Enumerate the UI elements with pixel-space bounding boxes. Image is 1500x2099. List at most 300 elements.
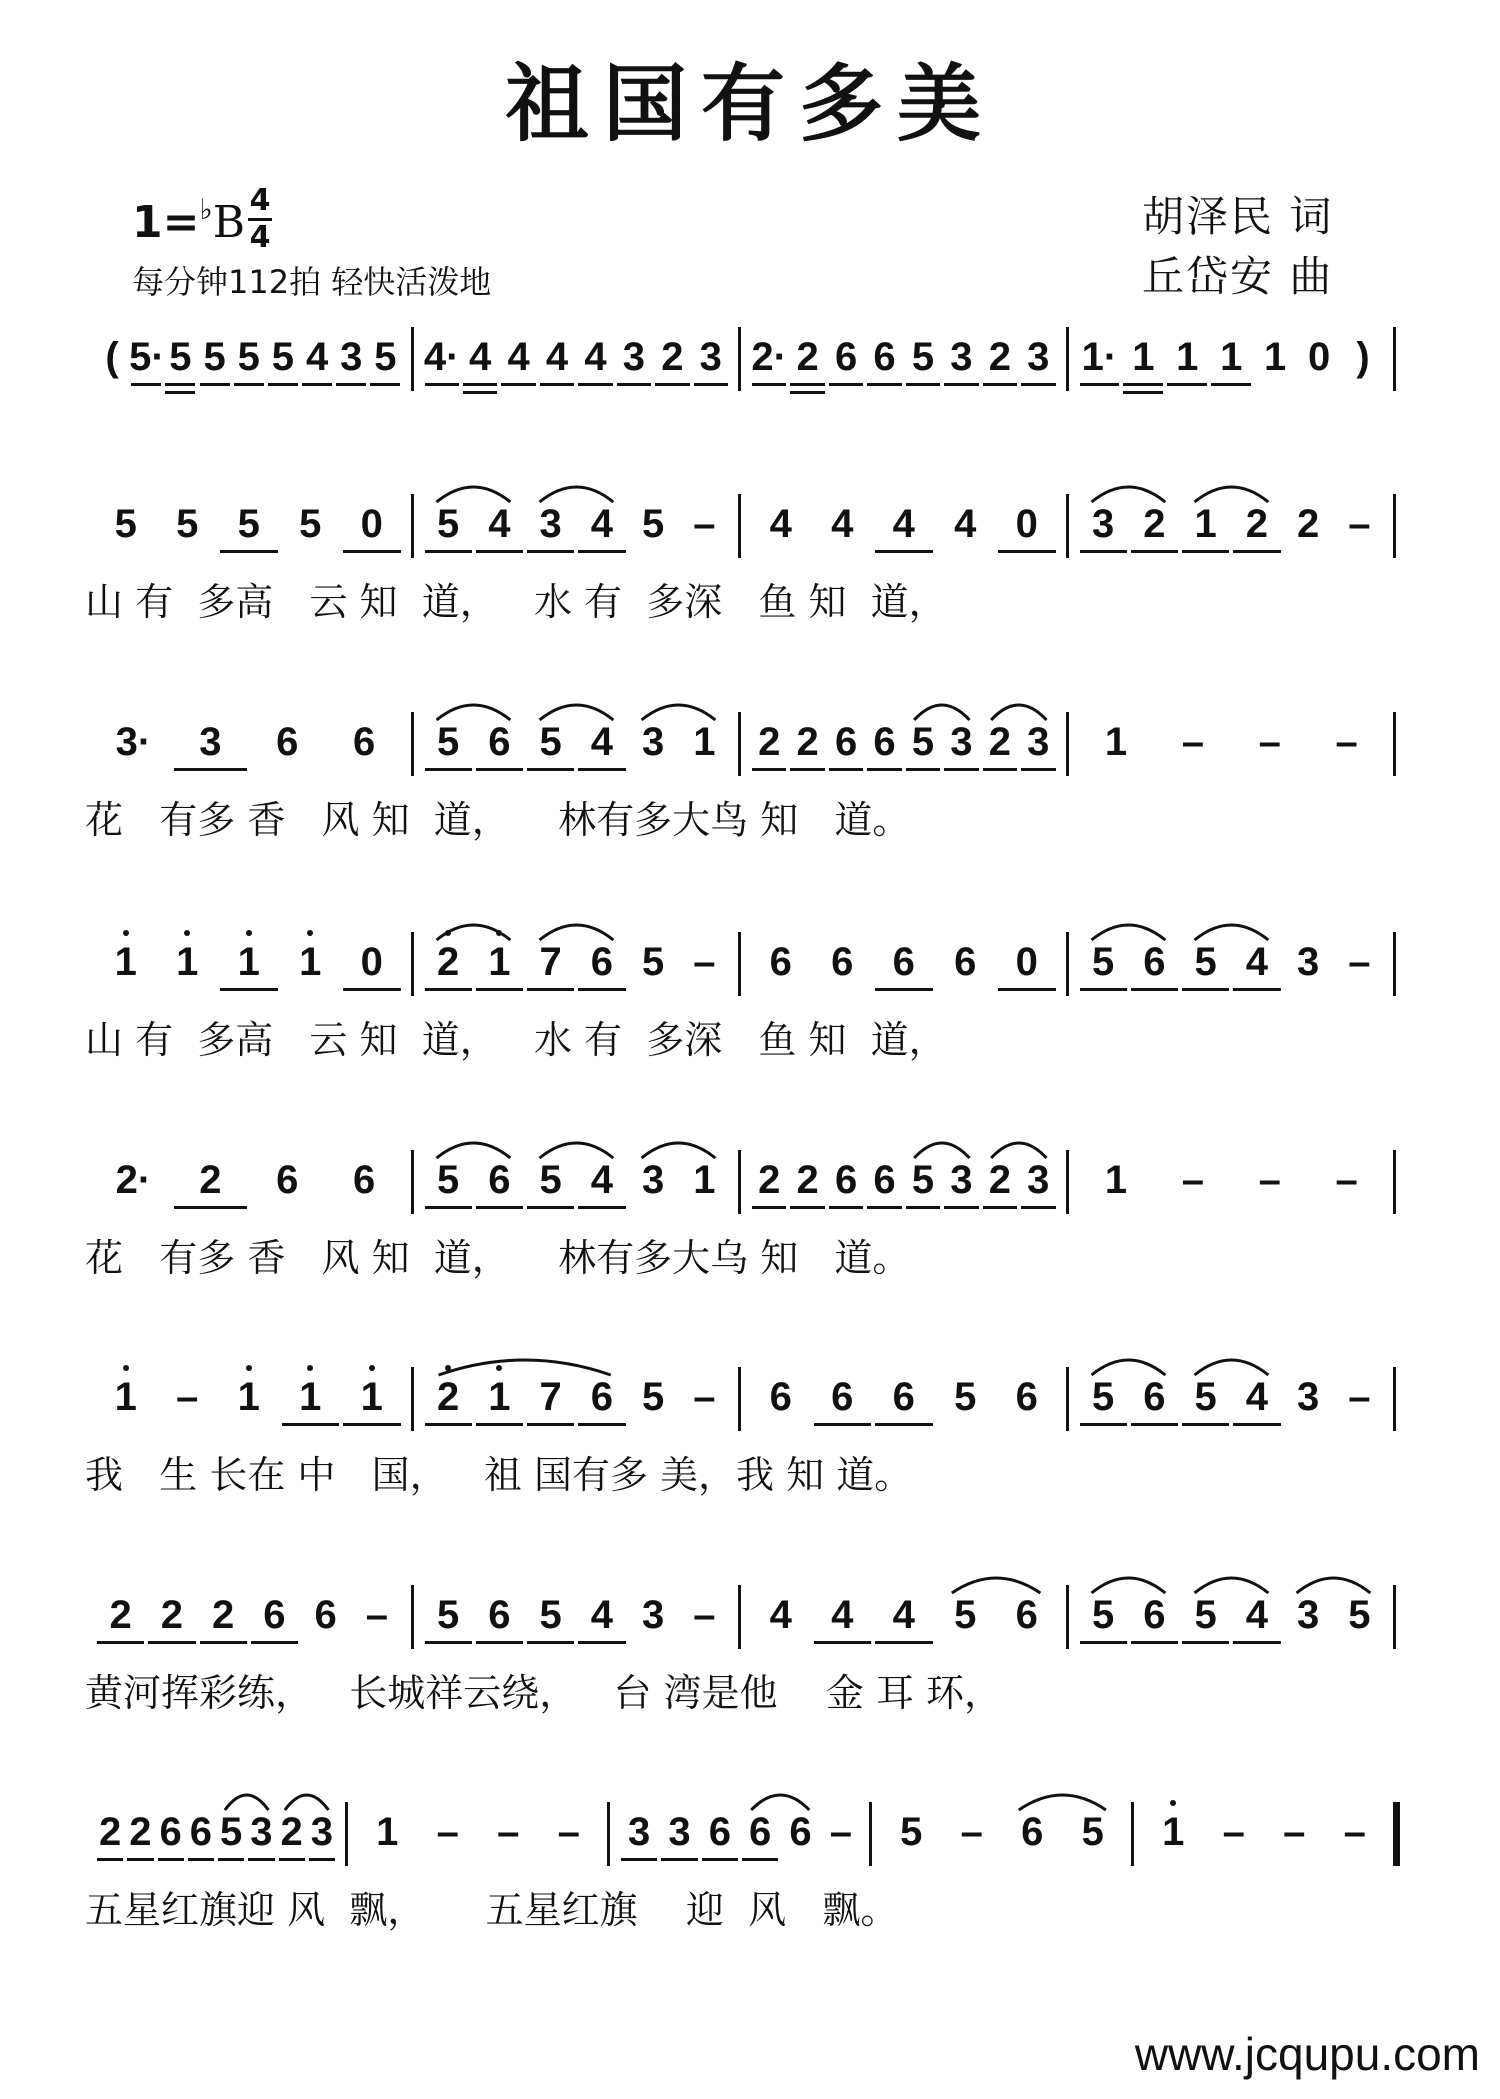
underline xyxy=(476,1423,523,1426)
underline xyxy=(578,1423,625,1426)
note-digit: 4 xyxy=(305,335,329,379)
octave-dot xyxy=(307,930,313,936)
note-digit: – xyxy=(1348,940,1371,984)
note-digit: 2 xyxy=(988,720,1011,764)
note xyxy=(525,1593,576,1637)
note-digit: 5 xyxy=(911,335,935,379)
note xyxy=(1121,335,1165,379)
note-digit: 2 xyxy=(1297,502,1320,546)
note-digit: 3 xyxy=(642,1593,665,1637)
note xyxy=(1209,335,1253,379)
underline xyxy=(1080,550,1127,553)
octave-dot xyxy=(123,930,129,936)
note xyxy=(1078,940,1129,984)
note-digit: 3 xyxy=(950,1158,973,1202)
note-digit: 5 xyxy=(539,720,562,764)
note xyxy=(423,335,461,379)
note-digit: 4 xyxy=(590,1158,613,1202)
underline xyxy=(790,383,824,386)
note-digit: – xyxy=(1258,1158,1281,1202)
note-digit: 6 xyxy=(276,720,299,764)
note xyxy=(821,1810,861,1854)
underline xyxy=(752,768,786,771)
note-digit: 6 xyxy=(769,1375,792,1419)
note-digit: 3 xyxy=(622,335,646,379)
slur xyxy=(1193,916,1270,942)
note xyxy=(232,335,266,379)
note-digit: 6 xyxy=(789,1810,812,1854)
note-digit: – xyxy=(1335,720,1358,764)
note-digit: 0 xyxy=(1307,335,1331,379)
note xyxy=(1231,1375,1282,1419)
note xyxy=(935,502,997,546)
underline xyxy=(336,383,366,386)
underline xyxy=(425,988,472,991)
note-digit: – xyxy=(557,1810,580,1854)
note xyxy=(1231,1158,1308,1202)
note-digit: 6 xyxy=(954,940,977,984)
slur xyxy=(950,1569,1042,1595)
underline xyxy=(1182,550,1229,553)
note xyxy=(576,1593,627,1637)
underline xyxy=(1131,988,1178,991)
note-digit: – xyxy=(436,1810,459,1854)
note xyxy=(95,1810,125,1854)
note-digit: 2 xyxy=(796,720,819,764)
note xyxy=(341,502,403,546)
note xyxy=(368,335,402,379)
underline xyxy=(218,1858,244,1861)
note-digit: 6 xyxy=(769,940,792,984)
note-digit: – xyxy=(1343,1810,1366,1854)
key-note: B xyxy=(212,197,246,248)
underline xyxy=(814,1423,872,1426)
note-digit: 3 xyxy=(1297,1593,1320,1637)
underline xyxy=(1233,1641,1280,1644)
note xyxy=(1264,1810,1325,1854)
note xyxy=(865,1158,903,1202)
note xyxy=(812,502,874,546)
note xyxy=(692,335,730,379)
slur xyxy=(640,1134,717,1160)
note xyxy=(1002,1810,1063,1854)
note-digit: 2· xyxy=(751,335,787,379)
note-digit: 2 xyxy=(1245,502,1268,546)
note xyxy=(996,1375,1058,1419)
note-digit: 5 xyxy=(911,1158,935,1202)
underline xyxy=(425,768,472,771)
underline xyxy=(906,1206,940,1209)
note xyxy=(788,1158,826,1202)
note-digit: 2 xyxy=(99,1810,122,1854)
note-digit: 3 xyxy=(250,1810,273,1854)
barline xyxy=(411,712,414,776)
note-digit: 0 xyxy=(360,940,383,984)
key-signature xyxy=(132,193,246,248)
note-digit: 4 xyxy=(590,1593,613,1637)
score-line xyxy=(0,720,1500,920)
note-digit: 6 xyxy=(708,1810,731,1854)
underline xyxy=(867,1206,901,1209)
note-digit: 5 xyxy=(642,502,665,546)
note xyxy=(1078,502,1129,546)
underline xyxy=(906,768,940,771)
note xyxy=(812,1593,874,1637)
note-digit: 5 xyxy=(299,502,322,546)
note-digit: 4 xyxy=(545,335,569,379)
underline xyxy=(463,383,497,386)
note-digit: 6 xyxy=(263,1593,286,1637)
note xyxy=(525,940,576,984)
slur xyxy=(224,1786,269,1812)
octave-dot xyxy=(369,1365,375,1371)
note xyxy=(1019,720,1057,764)
octave-dot xyxy=(246,1365,252,1371)
note-digit: 3 xyxy=(699,335,722,379)
meter-top: 4 xyxy=(249,183,271,218)
barline xyxy=(738,1367,741,1431)
underline xyxy=(998,988,1056,991)
note xyxy=(1154,720,1231,764)
lyrics-line: 山 有 多高 云 知 道， 水 有 多深 鱼 知 道， xyxy=(85,580,947,624)
note-digit: 3 xyxy=(1027,335,1050,379)
slur xyxy=(1090,1351,1167,1377)
note-digit: – xyxy=(1181,1158,1204,1202)
note-digit: 4 xyxy=(469,335,492,379)
note xyxy=(525,1375,576,1419)
underline xyxy=(578,383,612,386)
barline xyxy=(1066,712,1069,776)
note xyxy=(1129,940,1180,984)
note-digit: 3 xyxy=(668,1810,691,1854)
note xyxy=(700,1810,740,1854)
underline xyxy=(370,383,400,386)
note xyxy=(981,720,1019,764)
underline xyxy=(425,1641,472,1644)
octave-dot xyxy=(123,1365,129,1371)
underline xyxy=(790,768,824,771)
note-digit: – xyxy=(1348,1375,1371,1419)
lyrics-line: 花 有多 香 风 知 道， 林有多大乌 知 道。 xyxy=(85,1236,911,1280)
note xyxy=(981,1158,1019,1202)
note xyxy=(1078,1158,1155,1202)
note-digit: 5 xyxy=(114,502,137,546)
note xyxy=(873,502,935,546)
note-digit: – xyxy=(1283,1810,1306,1854)
note-digit: 2 xyxy=(758,720,781,764)
note-digit: 1 xyxy=(1220,335,1243,379)
note-digit: 2 xyxy=(280,1810,303,1854)
note xyxy=(218,940,280,984)
underline xyxy=(343,550,401,553)
note xyxy=(341,940,403,984)
note-digit: 2· xyxy=(115,1158,152,1202)
note xyxy=(246,1810,276,1854)
note xyxy=(157,1375,219,1419)
note xyxy=(95,335,129,379)
note xyxy=(423,1593,474,1637)
barline xyxy=(1131,1802,1134,1866)
underline xyxy=(702,1858,738,1861)
note-digit: 6 xyxy=(352,720,376,764)
note xyxy=(423,1158,474,1202)
note xyxy=(780,1810,820,1854)
note-digit: 3 xyxy=(1297,1375,1320,1419)
note xyxy=(812,1375,874,1419)
note xyxy=(1231,720,1308,764)
note xyxy=(679,1593,730,1637)
note xyxy=(423,1375,474,1419)
note-digit: 5 xyxy=(642,1375,665,1419)
note xyxy=(827,1158,865,1202)
note-digit: 1 xyxy=(488,940,511,984)
note xyxy=(679,1158,730,1202)
underline-double xyxy=(790,391,824,394)
underline xyxy=(1080,1641,1127,1644)
note xyxy=(942,1158,980,1202)
barline xyxy=(1066,1150,1069,1214)
note xyxy=(1019,1158,1057,1202)
note xyxy=(125,1810,155,1854)
slur xyxy=(538,916,615,942)
underline xyxy=(875,550,933,553)
note xyxy=(326,1158,403,1202)
barline xyxy=(738,1585,741,1649)
note xyxy=(1180,940,1231,984)
note xyxy=(996,1593,1058,1637)
note-digit: – xyxy=(1335,1158,1358,1202)
note-digit: 5· xyxy=(129,335,165,379)
lyrics-line: 五星红旗迎 风 飘， 五星红旗 迎 风 飘。 xyxy=(85,1888,899,1932)
note xyxy=(423,502,474,546)
note-digit: 5 xyxy=(437,1158,460,1202)
note-digit: 1 xyxy=(376,1810,399,1854)
score-line xyxy=(0,1810,1500,2010)
note xyxy=(307,1810,337,1854)
note-digit: 6 xyxy=(873,1158,896,1202)
note xyxy=(1019,335,1057,379)
underline xyxy=(527,1641,574,1644)
slur xyxy=(1090,478,1167,504)
underline xyxy=(279,1858,305,1861)
note xyxy=(750,1158,788,1202)
underline xyxy=(200,1641,247,1644)
note-digit: – xyxy=(365,1593,388,1637)
note-digit: 5 xyxy=(954,1593,977,1637)
barline xyxy=(1066,1367,1069,1431)
barline xyxy=(1393,1585,1396,1649)
note xyxy=(95,1158,172,1202)
note xyxy=(788,720,826,764)
note-digit: 4 xyxy=(769,502,792,546)
note-digit: 1 xyxy=(693,720,716,764)
lyrics-line: 花 有多 香 风 知 道， 林有多大鸟 知 道。 xyxy=(85,798,911,842)
underline xyxy=(829,768,863,771)
slur xyxy=(1193,478,1270,504)
note xyxy=(615,335,653,379)
note-digit: – xyxy=(176,1375,199,1419)
note-digit: 5 xyxy=(1348,1593,1371,1637)
note-digit: 5 xyxy=(1092,940,1115,984)
underline xyxy=(1233,1423,1280,1426)
note xyxy=(750,335,788,379)
note-digit: – xyxy=(497,1810,520,1854)
note-digit: 4 xyxy=(1245,1593,1268,1637)
underline xyxy=(742,1858,778,1861)
note xyxy=(1180,1593,1231,1637)
note xyxy=(334,335,368,379)
note-digit: 4 xyxy=(831,1593,854,1637)
note xyxy=(1334,1593,1385,1637)
note-digit: – xyxy=(693,502,716,546)
note-digit: 6 xyxy=(488,720,511,764)
note xyxy=(750,1375,812,1419)
note xyxy=(881,1810,942,1854)
slur xyxy=(990,696,1048,722)
note xyxy=(423,720,474,764)
note xyxy=(418,1810,479,1854)
note-digit: – xyxy=(1222,1810,1245,1854)
note-digit: 1· xyxy=(1081,335,1118,379)
slur xyxy=(1193,1351,1270,1377)
slur xyxy=(435,1351,614,1377)
underline-double xyxy=(165,391,195,394)
note xyxy=(280,502,342,546)
note xyxy=(478,1810,539,1854)
note xyxy=(576,1375,627,1419)
note xyxy=(474,1158,525,1202)
underline xyxy=(1233,988,1280,991)
underline xyxy=(621,1858,657,1861)
note xyxy=(1231,940,1282,984)
underline xyxy=(578,1206,625,1209)
note xyxy=(1078,1593,1129,1637)
underline xyxy=(694,383,728,386)
note-digit: 1 xyxy=(114,940,137,984)
note-digit: 1 xyxy=(1264,335,1287,379)
note xyxy=(1129,1593,1180,1637)
note xyxy=(1297,335,1341,379)
underline xyxy=(251,1641,298,1644)
underline xyxy=(1131,550,1178,553)
note-digit: 6 xyxy=(352,1158,376,1202)
note-digit: 6 xyxy=(1021,1810,1044,1854)
barline xyxy=(1393,494,1396,558)
note xyxy=(576,720,627,764)
note-digit: 2 xyxy=(160,1593,183,1637)
note xyxy=(873,1593,935,1637)
note-digit: 1 xyxy=(1176,335,1199,379)
note xyxy=(280,940,342,984)
underline xyxy=(944,383,978,386)
note-digit: 6 xyxy=(831,940,854,984)
note-digit: 6 xyxy=(1015,1375,1038,1419)
note xyxy=(1165,335,1209,379)
note xyxy=(1078,1375,1129,1419)
underline xyxy=(998,550,1056,553)
note-digit: 4 xyxy=(769,1593,792,1637)
note xyxy=(1334,940,1385,984)
note-digit: 5 xyxy=(220,1810,243,1854)
underline xyxy=(814,1641,872,1644)
note-digit: 3 xyxy=(1297,940,1320,984)
barline xyxy=(411,1585,414,1649)
underline xyxy=(1080,988,1127,991)
note-digit: 4 xyxy=(892,502,915,546)
underline xyxy=(220,550,278,553)
note xyxy=(679,720,730,764)
note-digit: – xyxy=(693,940,716,984)
note xyxy=(499,335,537,379)
underline xyxy=(578,988,625,991)
slur xyxy=(435,478,512,504)
note-digit: 4 xyxy=(590,502,613,546)
octave-dot xyxy=(1170,1800,1176,1806)
barline xyxy=(1393,712,1396,776)
underline xyxy=(476,550,523,553)
underline xyxy=(655,383,689,386)
note xyxy=(157,502,219,546)
underline xyxy=(476,1206,523,1209)
score-line xyxy=(0,940,1500,1140)
barline xyxy=(411,327,414,391)
underline xyxy=(875,1423,933,1426)
note-digit: ( xyxy=(105,335,119,379)
note xyxy=(1283,940,1334,984)
underline xyxy=(983,1206,1017,1209)
note-digit: 0 xyxy=(360,502,383,546)
note-digit: 2 xyxy=(1143,502,1166,546)
barline xyxy=(738,1150,741,1214)
note xyxy=(1253,335,1297,379)
note-digit: 6 xyxy=(590,940,613,984)
underline xyxy=(148,1641,195,1644)
composer-credit: 丘岱安 曲 xyxy=(1142,252,1334,301)
note xyxy=(539,1810,600,1854)
note-digit: 1 xyxy=(1162,1810,1185,1854)
barline xyxy=(738,494,741,558)
underline xyxy=(540,383,574,386)
note-digit: 1 xyxy=(488,1375,511,1419)
underline xyxy=(527,1206,574,1209)
note xyxy=(172,720,249,764)
note-digit: – xyxy=(1348,502,1371,546)
note xyxy=(218,502,280,546)
note xyxy=(1341,335,1385,379)
note-digit: 6 xyxy=(749,1810,772,1854)
note xyxy=(1231,1593,1282,1637)
slur xyxy=(913,696,971,722)
note xyxy=(474,1375,525,1419)
underline xyxy=(282,1423,340,1426)
note-digit: – xyxy=(1181,720,1204,764)
underline xyxy=(1167,383,1207,386)
note-digit: 1 xyxy=(1194,502,1217,546)
underline xyxy=(829,1206,863,1209)
underline xyxy=(425,383,459,386)
time-signature xyxy=(248,183,272,255)
note-digit: 5 xyxy=(1194,940,1217,984)
note-digit: 4 xyxy=(584,335,607,379)
score-line xyxy=(0,1593,1500,1793)
underline xyxy=(527,988,574,991)
underline xyxy=(220,988,278,991)
note-digit: 2 xyxy=(796,335,819,379)
lyricist-credit: 胡泽民 词 xyxy=(1142,192,1334,241)
note-digit: 3 xyxy=(310,1810,333,1854)
note-digit: 6 xyxy=(314,1593,337,1637)
note-digit: 2 xyxy=(437,940,460,984)
